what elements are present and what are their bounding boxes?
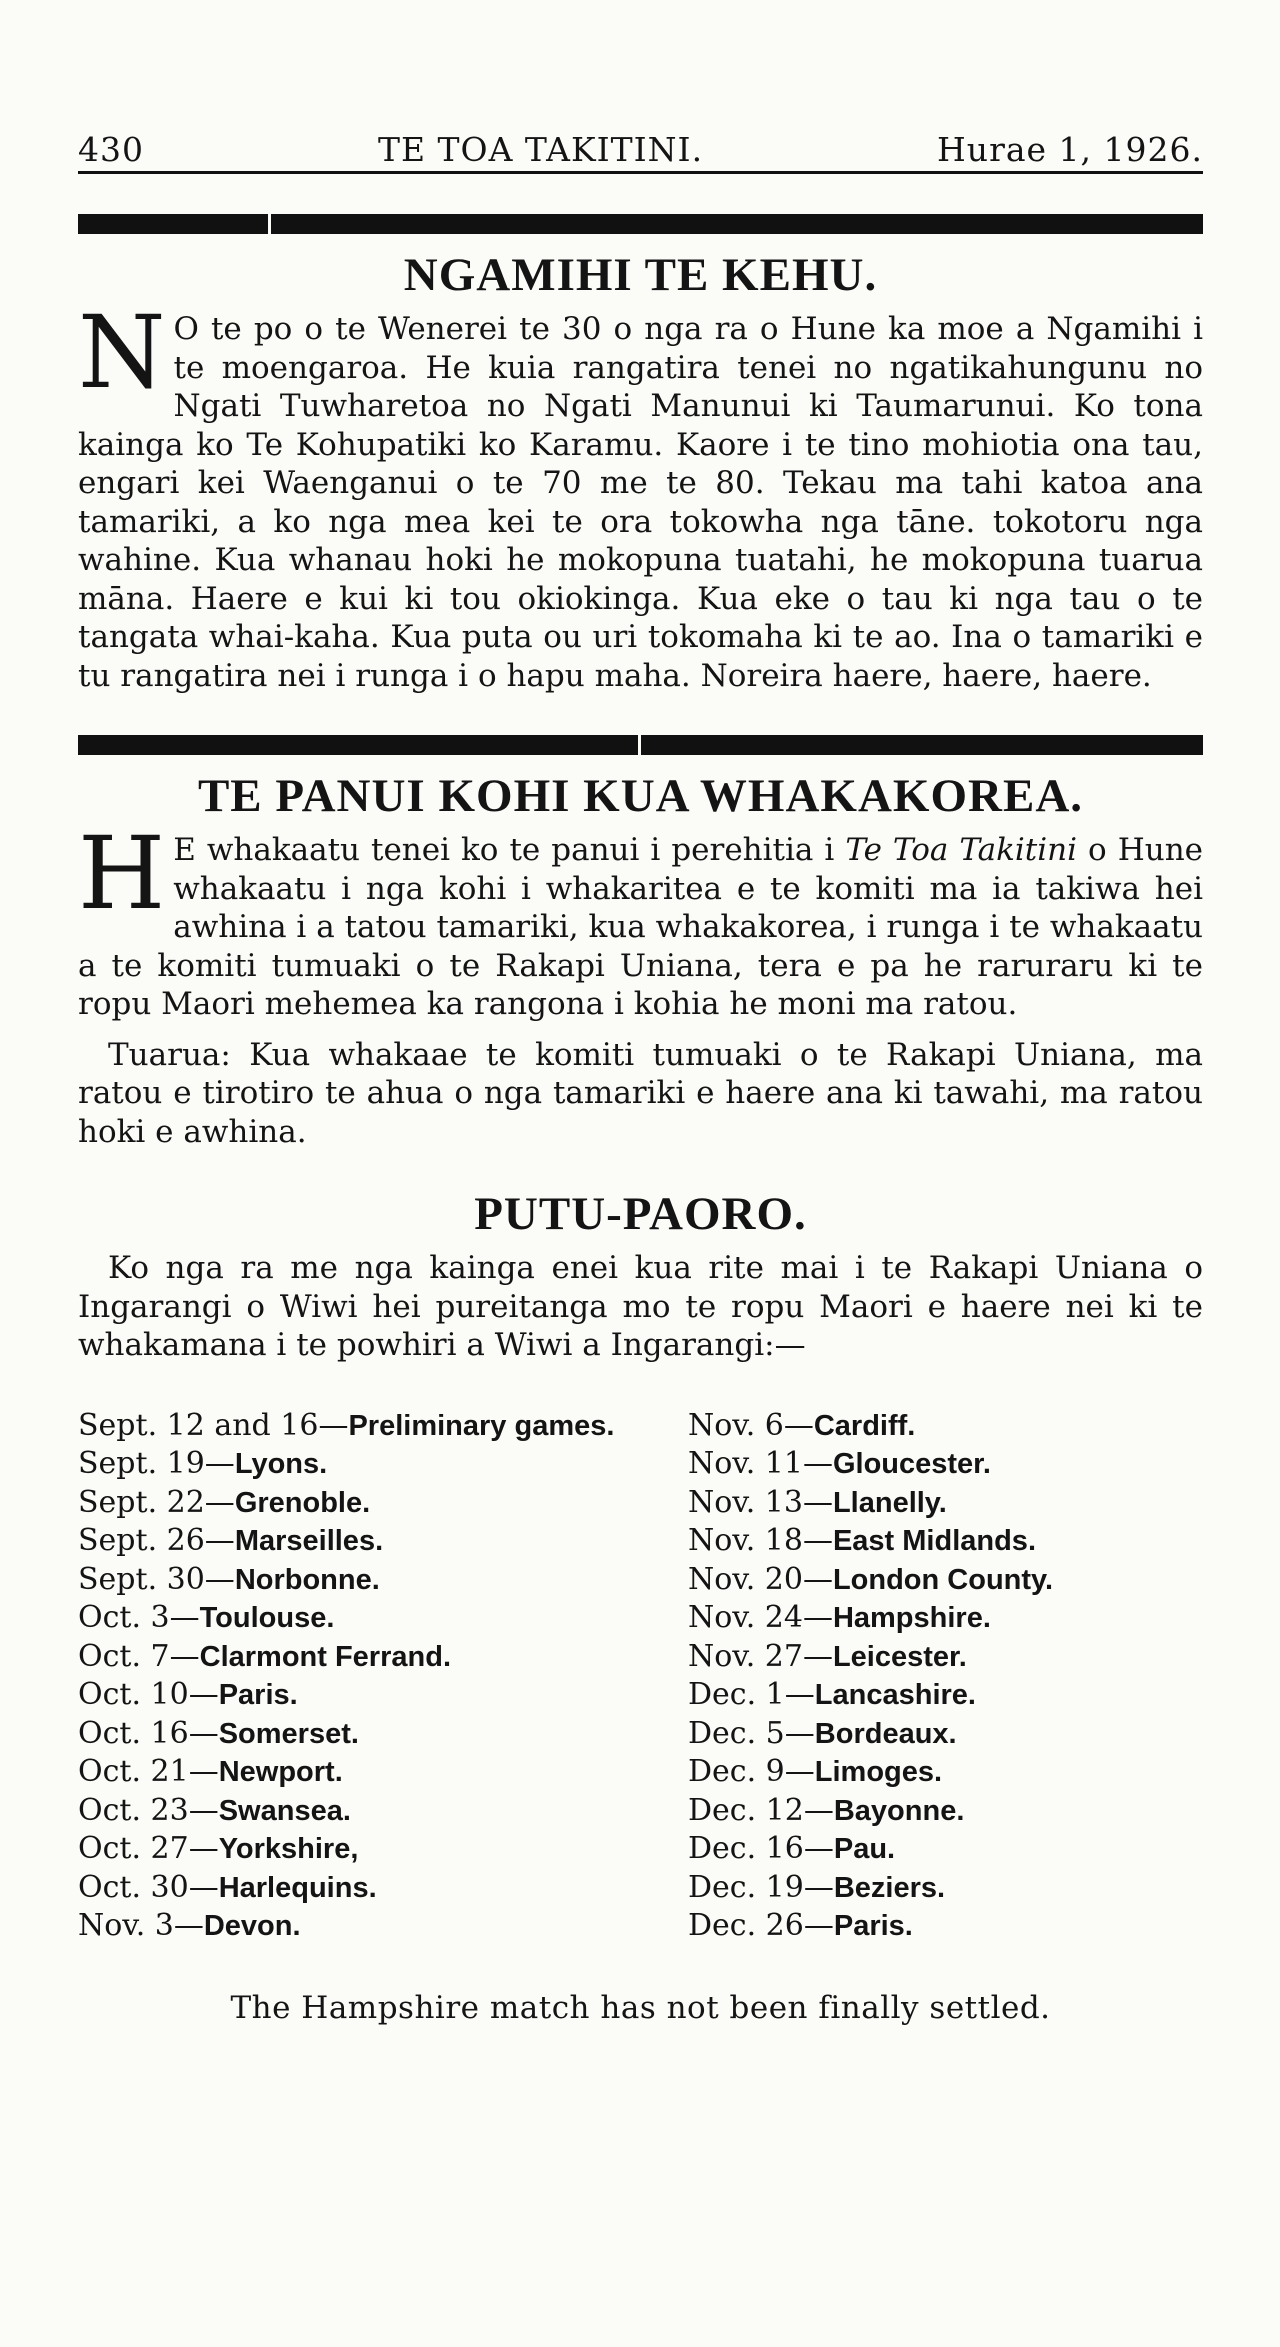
paragraph-text: o Hune whakaatu i nga kohi i whakaritea e te komiti ma ia takiwa hei awhina i a tatou tamariki, kua whakakorea, i runga i te whakaatu a te komiti tumuaki o te Rakapi Uniana, tera e pa he raruraru ki te ropu Maori mehemea ka rangona i kohia he moni ma ratou. xyxy=(78,832,1204,1022)
fixture-date: Nov. 13— xyxy=(688,1484,833,1520)
fixture-item xyxy=(688,1599,1188,1638)
fixture-venue: Somerset. xyxy=(218,1717,359,1750)
fixture-venue: East Midlands. xyxy=(832,1525,1036,1557)
page-header xyxy=(78,130,1203,174)
fixture-date: Dec. 26— xyxy=(688,1908,834,1943)
newspaper-page xyxy=(78,130,1203,2026)
fixture-venue: Gloucester. xyxy=(832,1448,991,1480)
fixture-date: Dec. 12— xyxy=(688,1792,834,1828)
fixture-item xyxy=(78,1792,688,1831)
publication-title: TE TOA TAKITINI. xyxy=(377,130,704,169)
fixture-date: Sept. 26— xyxy=(78,1523,235,1558)
fixture-item xyxy=(78,1561,688,1600)
fixture-venue: Swansea. xyxy=(218,1794,351,1827)
fixture-item xyxy=(78,1638,688,1677)
fixture-venue: Toulouse. xyxy=(199,1602,335,1634)
fixture-item xyxy=(688,1484,1188,1523)
fixture-item xyxy=(688,1561,1188,1600)
fixture-venue: Llanelly. xyxy=(832,1486,947,1519)
fixture-footnote: The Hampshire match has not been finally settled. xyxy=(230,1989,1051,2026)
fixture-date: Oct. 21— xyxy=(78,1754,219,1789)
article-panui xyxy=(78,769,1203,1151)
fixture-date: Dec. 5— xyxy=(688,1715,815,1751)
fixture-date: Dec. 16— xyxy=(688,1831,834,1866)
fixture-item xyxy=(688,1715,1188,1754)
fixture-venue: Lyons. xyxy=(234,1448,328,1480)
fixture-venue: Clarmont Ferrand. xyxy=(199,1640,451,1673)
publication-reference: Te Toa Takitini xyxy=(845,832,1078,868)
fixture-venue: Limoges. xyxy=(814,1756,943,1788)
article-intro: Ko nga ra me nga kainga enei kua rite mai i te Rakapi Uniana o Ingarangi o Wiwi hei pureitanga mo te ropu Maori e haere nei ki te whakamana i te powhiri a Wiwi a Ingarangi:— xyxy=(78,1250,1203,1363)
fixture-item xyxy=(688,1407,1188,1446)
fixture-venue: London County. xyxy=(832,1563,1054,1596)
fixture-item xyxy=(688,1676,1188,1715)
fixture-venue: Leicester. xyxy=(832,1640,967,1673)
fixture-venue: Paris. xyxy=(833,1910,913,1942)
article-paragraph: Tuarua: Kua whakaae te komiti tumuaki o te Rakapi Uniana, ma ratou e tirotiro te ahua o nga tamariki e haere ana ki tawahi, ma ratou hoki e awhina. xyxy=(78,1036,1203,1150)
article-title: PUTU-PAORO. xyxy=(474,1188,807,1240)
fixture-item xyxy=(688,1445,1188,1484)
fixture-item xyxy=(688,1907,1188,1946)
fixture-item xyxy=(688,1753,1188,1792)
fixture-item xyxy=(78,1445,688,1484)
page-number: 430 xyxy=(78,130,144,169)
fixture-item xyxy=(688,1830,1188,1869)
fixture-item xyxy=(78,1676,688,1715)
fixture-date: Oct. 30— xyxy=(78,1869,219,1905)
fixture-list xyxy=(78,1407,1203,1946)
fixture-item xyxy=(688,1522,1188,1561)
fixture-date: Dec. 1— xyxy=(688,1677,815,1712)
section-divider xyxy=(78,735,1203,755)
fixture-venue: Bordeaux. xyxy=(814,1717,957,1750)
fixture-venue: Devon. xyxy=(203,1910,301,1942)
fixture-venue: Beziers. xyxy=(833,1871,946,1904)
fixture-date: Oct. 23— xyxy=(78,1792,219,1828)
fixture-date: Nov. 11— xyxy=(688,1446,833,1481)
fixture-venue: Yorkshire, xyxy=(218,1833,359,1865)
fixture-date: Dec. 9— xyxy=(688,1754,815,1789)
fixture-date: Oct. 3— xyxy=(78,1600,200,1635)
article-ngamihi xyxy=(78,248,1203,695)
fixture-date: Oct. 27— xyxy=(78,1831,219,1866)
fixture-item xyxy=(78,1830,688,1869)
fixture-date: Nov. 20— xyxy=(688,1561,833,1597)
fixture-venue: Grenoble. xyxy=(234,1486,371,1519)
fixture-column-left xyxy=(78,1407,688,1946)
fixture-item xyxy=(78,1753,688,1792)
fixture-venue: Harlequins. xyxy=(218,1871,377,1904)
article-body: NO te po o te Wenerei te 30 o nga ra o Hune ka moe a Ngamihi i te moengaroa. He kuia rangatira tenei no ngatikahungunu no Ngati Tuwharetoa no Ngati Manunui ki Taumarunui. Ko tona kainga ko Te Kohupatiki ko Karamu. Kaore i te tino mohiotia ona tau, engari kei Waenganui o te 70 me te 80. Tekau ma tahi katoa ana tamariki, a ko nga mea kei te ora tokowha nga tāne. tokotoru nga wahine. Kua whanau hoki he mokopuna tuatahi, he mokopuna tuarua māna. Haere e kui ki tou okiokinga. Kua eke o tau ki nga tau o te tangata whai-kaha. Kua puta ou uri tokomaha ki te ao. Ina o tamariki e tu rangatira nei i runga i o hapu maha. Noreira haere, haere, haere. xyxy=(78,294,1203,694)
fixture-date: Sept. 12 and 16— xyxy=(78,1407,349,1443)
fixture-item xyxy=(78,1599,688,1638)
fixture-venue: Newport. xyxy=(218,1756,343,1788)
article-paragraph xyxy=(78,815,1204,1024)
fixture-item xyxy=(78,1715,688,1754)
fixture-item xyxy=(688,1792,1188,1831)
fixture-venue: Pau. xyxy=(833,1833,896,1865)
fixture-date: Nov. 27— xyxy=(688,1638,833,1674)
fixture-item xyxy=(78,1407,642,1446)
issue-date: Hurae 1, 1926. xyxy=(937,130,1203,169)
fixture-item xyxy=(78,1522,688,1561)
fixture-item xyxy=(78,1869,688,1908)
fixture-item xyxy=(78,1907,688,1946)
fixture-date: Dec. 19— xyxy=(688,1869,834,1905)
fixture-date: Sept. 19— xyxy=(78,1446,235,1481)
fixture-venue: Marseilles. xyxy=(234,1525,384,1557)
fixture-item xyxy=(688,1869,1188,1908)
fixture-venue: Preliminary games. xyxy=(348,1409,615,1442)
article-title: NGAMIHI TE KEHU. xyxy=(403,249,878,301)
fixture-venue: Paris. xyxy=(218,1679,298,1711)
fixture-date: Oct. 7— xyxy=(78,1638,200,1674)
section-divider xyxy=(78,214,1203,234)
fixture-item xyxy=(78,1484,688,1523)
fixture-date: Oct. 16— xyxy=(78,1715,219,1751)
article-title: TE PANUI KOHI KUA WHAKAKOREA. xyxy=(197,770,1084,822)
fixture-date: Sept. 22— xyxy=(78,1484,235,1520)
fixture-venue: Cardiff. xyxy=(813,1409,916,1442)
fixture-venue: Hampshire. xyxy=(832,1602,991,1634)
fixture-item xyxy=(688,1638,1188,1677)
paragraph-text: HE whakaatu tenei ko te panui i perehitia i xyxy=(78,815,846,932)
fixture-date: Nov. 18— xyxy=(688,1523,833,1558)
fixture-date: Sept. 30— xyxy=(78,1561,235,1597)
fixture-column-right xyxy=(688,1407,1188,1946)
fixture-venue: Norbonne. xyxy=(234,1563,380,1596)
fixture-date: Oct. 10— xyxy=(78,1677,219,1712)
article-putu-paoro xyxy=(78,1187,1203,2026)
fixture-date: Nov. 3— xyxy=(78,1908,204,1943)
fixture-venue: Lancashire. xyxy=(814,1679,976,1711)
fixture-date: Nov. 24— xyxy=(688,1600,833,1635)
fixture-date: Nov. 6— xyxy=(688,1407,814,1443)
fixture-venue: Bayonne. xyxy=(833,1794,965,1827)
